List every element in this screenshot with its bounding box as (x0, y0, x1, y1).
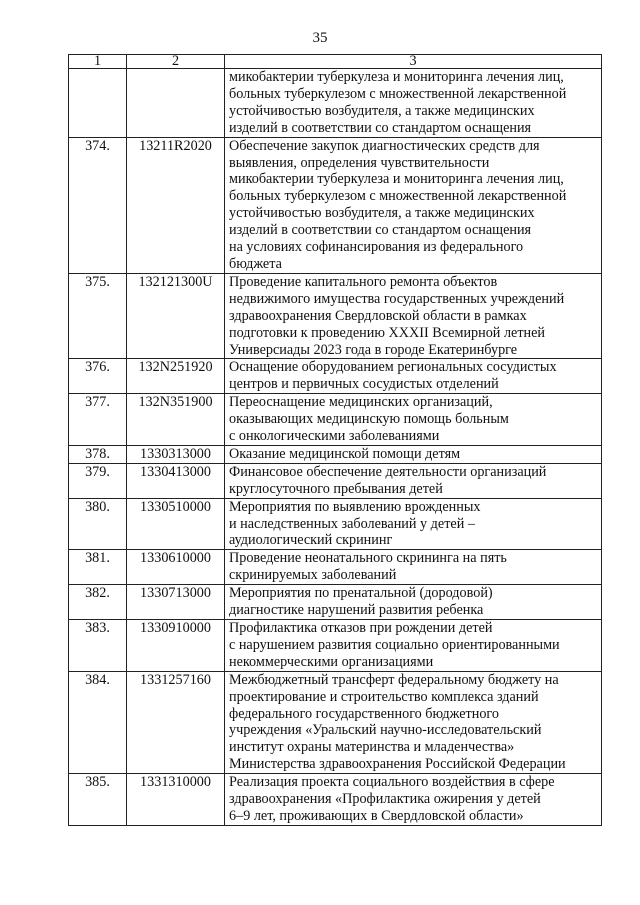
row-code: 1330910000 (127, 620, 225, 672)
table-row (69, 585, 602, 620)
table-row (69, 550, 602, 585)
row-code: 1330413000 (127, 463, 225, 498)
row-number: 382. (69, 585, 127, 620)
table-row (69, 137, 602, 273)
row-code: 1330610000 (127, 550, 225, 585)
table-row (69, 463, 602, 498)
table-row (69, 69, 602, 138)
row-number: 374. (69, 137, 127, 273)
row-description: микобактерии туберкулеза и мониторинга лечения лиц, больных туберкулезом с множественной лекарственной устойчивостью возбудителя, а также медицинских изделий в соответствии со стандартом оснащения (225, 69, 602, 138)
column-header-code: 2 (127, 55, 225, 69)
table-row (69, 359, 602, 394)
budget-classification-table (68, 54, 602, 826)
row-description: Проведение капитального ремонта объектов недвижимого имущества государственных учреждений здравоохранения Свердловской области в рамках подготовки к проведению XXXII Всемирной летней Универсиады 2023 года в городе Екатеринбурге (225, 273, 602, 359)
table-row (69, 774, 602, 826)
table-body (69, 69, 602, 826)
row-description: Мероприятия по выявлению врожденных и наследственных заболеваний у детей – аудиологический скрининг (225, 498, 602, 550)
row-code: 1331310000 (127, 774, 225, 826)
table-row (69, 445, 602, 463)
row-code: 132N251920 (127, 359, 225, 394)
row-description: Реализация проекта социального воздействия в сфере здравоохранения «Профилактика ожирения у детей 6–9 лет, проживающих в Свердловской области» (225, 774, 602, 826)
page-number: 35 (312, 30, 328, 46)
row-code: 1330713000 (127, 585, 225, 620)
row-description: Оснащение оборудованием региональных сосудистых центров и первичных сосудистых отделений (225, 359, 602, 394)
row-number: 384. (69, 671, 127, 773)
row-description: Финансовое обеспечение деятельности организаций круглосуточного пребывания детей (225, 463, 602, 498)
row-description: Мероприятия по пренатальной (дородовой) диагностике нарушений развития ребенка (225, 585, 602, 620)
row-code: 132N351900 (127, 394, 225, 446)
row-number: 380. (69, 498, 127, 550)
row-code: 13211R2020 (127, 137, 225, 273)
row-description: Профилактика отказов при рождении детей с нарушением развития социально ориентированными некоммерческими организациями (225, 620, 602, 672)
row-number: 381. (69, 550, 127, 585)
row-code: 1330313000 (127, 445, 225, 463)
table-row (69, 498, 602, 550)
table-row (69, 620, 602, 672)
row-number: 378. (69, 445, 127, 463)
row-code: 132121300U (127, 273, 225, 359)
row-number: 379. (69, 463, 127, 498)
row-number: 385. (69, 774, 127, 826)
row-description: Проведение неонатального скрининга на пять скринируемых заболеваний (225, 550, 602, 585)
row-code (127, 69, 225, 138)
row-code: 1331257160 (127, 671, 225, 773)
column-header-number: 1 (69, 55, 127, 69)
row-number: 383. (69, 620, 127, 672)
row-number: 375. (69, 273, 127, 359)
row-description: Оказание медицинской помощи детям (225, 445, 602, 463)
row-description: Обеспечение закупок диагностических средств для выявления, определения чувствительности микобактерии туберкулеза и мониторинга лечения лиц, больных туберкулезом с множественной лекарственной устойчивостью возбудителя, а также медицинских изделий в соответствии со стандартом оснащения на условиях софинансирования из федерального бюджета (225, 137, 602, 273)
table-row (69, 394, 602, 446)
column-header-description: 3 (225, 55, 602, 69)
row-number: 376. (69, 359, 127, 394)
row-description: Переоснащение медицинских организаций, оказывающих медицинскую помощь больным с онкологическими заболеваниями (225, 394, 602, 446)
table-row (69, 671, 602, 773)
row-code: 1330510000 (127, 498, 225, 550)
table-row (69, 273, 602, 359)
row-description: Межбюджетный трансферт федеральному бюджету на проектирование и строительство комплекса зданий федерального государственного бюджетного учреждения «Уральский научно-исследовательский институт охраны материнства и младенчества» Министерства здравоохранения Российской Федерации (225, 671, 602, 773)
table-header-row (69, 55, 602, 69)
row-number (69, 69, 127, 138)
row-number: 377. (69, 394, 127, 446)
